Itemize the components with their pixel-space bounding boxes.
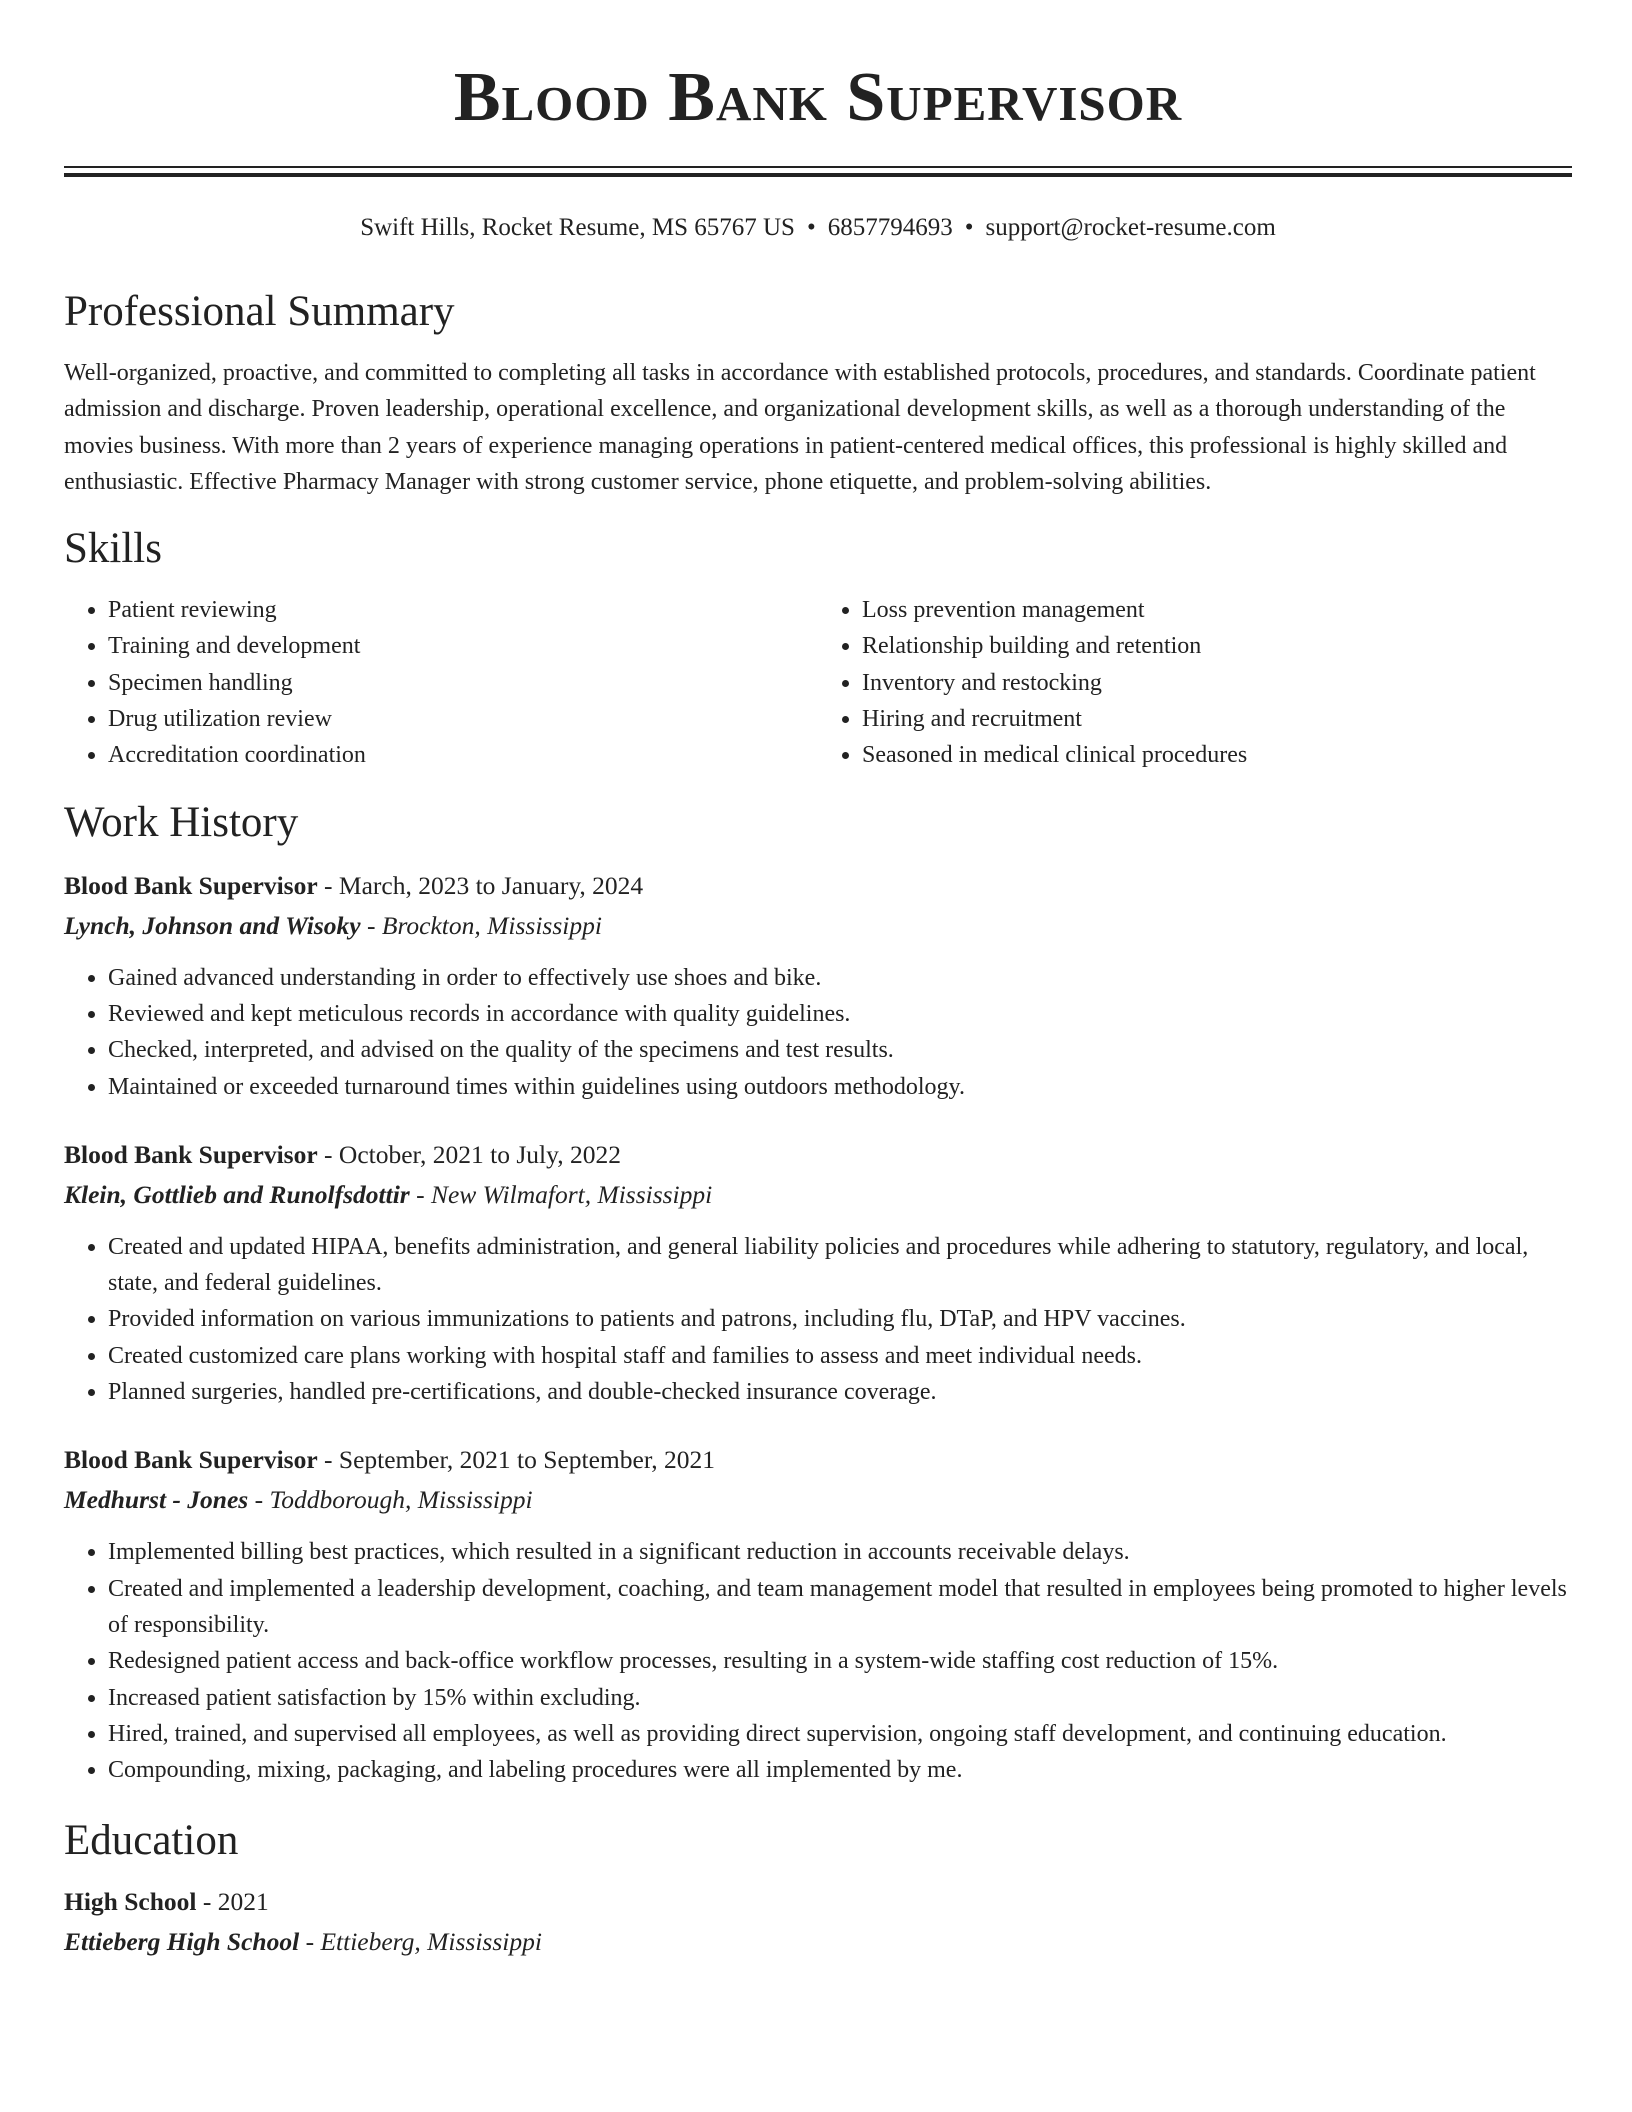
job-company-line <box>64 1175 1572 1215</box>
job-company: Lynch, Johnson and Wisoky <box>64 910 361 940</box>
job-bullets <box>64 960 1572 1105</box>
job-bullet: • Created and implemented a leadership development, coaching, and team management model that resulted in employees being promoted to higher levels of responsibility. <box>108 1571 1572 1644</box>
job-bullet: • Redesigned patient access and back-office workflow processes, resulting in a system-wide staffing cost reduction of 15%. <box>108 1643 1572 1679</box>
contact-phone: 6857794693 <box>827 214 953 241</box>
education-heading: Education <box>64 1817 239 1865</box>
contact-separator: • <box>964 214 974 241</box>
education-school: Ettieberg High School <box>64 1927 300 1957</box>
job-bullet: • Gained advanced understanding in order to effectively use shoes and bike. <box>108 960 1572 996</box>
job-dates: - March, 2023 to January, 2024 <box>317 870 644 900</box>
skill-item: • Loss prevention management <box>862 592 1572 628</box>
job-dates: - October, 2021 to July, 2022 <box>317 1139 621 1169</box>
job-dates: - September, 2021 to September, 2021 <box>317 1445 716 1475</box>
job-entry <box>64 866 1572 1105</box>
job-location: - New Wilmafort, Mississippi <box>409 1179 713 1209</box>
job-location: - Toddborough, Mississippi <box>248 1485 533 1515</box>
job-bullet: • Checked, interpreted, and advised on the quality of the specimens and test results. <box>108 1032 1572 1068</box>
skill-item: • Hiring and recruitment <box>862 701 1572 737</box>
skill-item: • Relationship building and retention <box>862 628 1572 664</box>
skill-item: • Patient reviewing <box>108 592 818 628</box>
job-company-line <box>64 906 1572 946</box>
job-title: Blood Bank Supervisor <box>64 1139 318 1169</box>
skills-columns <box>64 592 1572 773</box>
header-double-rule <box>64 166 1572 177</box>
job-title-line <box>64 1440 1572 1480</box>
education-year: - 2021 <box>196 1887 269 1917</box>
job-title: Blood Bank Supervisor <box>64 870 318 900</box>
job-entry <box>64 1440 1572 1788</box>
job-title: Blood Bank Supervisor <box>64 1445 318 1475</box>
skills-list-right <box>818 592 1572 773</box>
summary-heading: Professional Summary <box>64 288 455 335</box>
summary-text: Well-organized, proactive, and committed to completing all tasks in accordance with established protocols, procedures, and standards. Coordinate patient admission and discharge. Proven leadership, operational excellence, and organizational development skills, as well as a thorough understanding of the movies business. With more than 2 years of experience managing operations in patient-centered medical offices, this professional is highly skilled and enthusiastic. Effective Pharmacy Manager with strong customer service, phone etiquette, and problem-solving abilities. <box>64 360 1536 495</box>
job-bullet: • Increased patient satisfaction by 15% within excluding. <box>108 1680 1572 1716</box>
contact-email: support@rocket-resume.com <box>985 214 1276 241</box>
education-degree: High School <box>64 1887 197 1917</box>
education-degree-line <box>64 1882 1572 1922</box>
contact-line <box>64 211 1572 245</box>
skills-heading: Skills <box>64 525 162 573</box>
skill-item: • Inventory and restocking <box>862 665 1572 701</box>
education-location: - Ettieberg, Mississippi <box>299 1927 542 1957</box>
job-company: Medhurst - Jones <box>64 1485 249 1515</box>
job-bullet: • Provided information on various immunizations to patients and patrons, including flu, DTaP, and HPV vaccines. <box>108 1301 1572 1337</box>
resume-page <box>64 0 1572 1962</box>
job-bullet: • Created and updated HIPAA, benefits administration, and general liability policies and procedures while adhering to statutory, regulatory, and local, state, and federal guidelines. <box>108 1229 1572 1302</box>
job-bullet: • Reviewed and kept meticulous records in accordance with quality guidelines. <box>108 996 1572 1032</box>
work-history-heading: Work History <box>64 798 299 846</box>
job-bullets <box>64 1534 1572 1788</box>
education-entry <box>64 1882 1572 1962</box>
skills-list-left <box>64 592 818 773</box>
skill-item: • Training and development <box>108 628 818 664</box>
job-bullet: • Hired, trained, and supervised all employees, as well as providing direct supervision, ongoing staff development, and continuing education. <box>108 1716 1572 1752</box>
skill-item: • Specimen handling <box>108 665 818 701</box>
contact-address: Swift Hills, Rocket Resume, MS 65767 US <box>360 214 795 241</box>
job-bullet: • Compounding, mixing, packaging, and labeling procedures were all implemented by me. <box>108 1752 1572 1788</box>
job-bullet: • Maintained or exceeded turnaround times within guidelines using outdoors methodology. <box>108 1069 1572 1105</box>
job-company: Klein, Gottlieb and Runolfsdottir <box>64 1179 410 1209</box>
resume-name: Blood Bank Supervisor <box>453 59 1183 136</box>
job-company-line <box>64 1480 1572 1520</box>
skill-item: • Accreditation coordination <box>108 737 818 773</box>
job-title-line <box>64 866 1572 906</box>
skill-item: • Seasoned in medical clinical procedures <box>862 737 1572 773</box>
job-location: - Brockton, Mississippi <box>360 910 602 940</box>
job-bullet: • Implemented billing best practices, which resulted in a significant reduction in accounts receivable delays. <box>108 1534 1572 1570</box>
job-bullet: • Created customized care plans working with hospital staff and families to assess and meet individual needs. <box>108 1338 1572 1374</box>
job-bullet: • Planned surgeries, handled pre-certifications, and double-checked insurance coverage. <box>108 1374 1572 1410</box>
education-school-line <box>64 1922 1572 1962</box>
contact-separator: • <box>806 214 816 241</box>
skill-item: • Drug utilization review <box>108 701 818 737</box>
job-bullets <box>64 1229 1572 1410</box>
job-entry <box>64 1135 1572 1410</box>
job-title-line <box>64 1135 1572 1175</box>
